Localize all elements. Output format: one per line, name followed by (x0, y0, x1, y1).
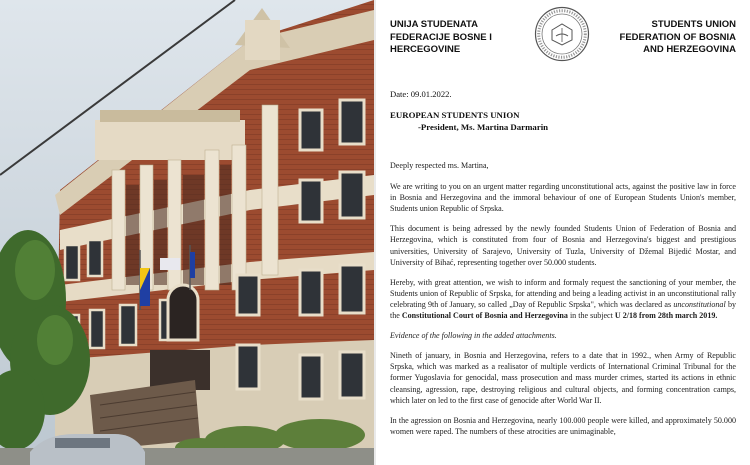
paragraph-3-text: Hereby, with great attention, we wish to inform and formaly request the sanctioning of your member, the Students union of Republic of Srpska, for attending and being a leading activist in an unconstitutional rally celebrating 9th of January, so called „Day of Republic Srpska", which was declared as (390, 277, 736, 309)
letterhead-right-line: STUDENTS UNION (651, 19, 736, 30)
paragraph-4: Nineth of january, in Bosnia and Herzegovina, refers to a date that in 1992., when Army of Republic Srpska, which was marked as a realisator of multiple verdicts of International Criminal Tribunal for the former Yugoslavia for genocidal, mass prosecution and mass murder crimes, started its actions in ethnic cleansing, agression, rape, destroying religious and cultural objects, and forming concentration camps, which later on led to the first case of genocide after World War II. (390, 351, 736, 405)
paragraph-1: We are writing to you on an urgent matter regarding unconstitutional acts, against the positive law in force in Bosnia and Herzegovina and the immoral behaviour of one of European Students Union's member, Students union Republic of Srpska. (390, 182, 736, 214)
union-seal-icon (534, 6, 590, 62)
court-case-reference: U 2/18 from 28th march 2019. (614, 311, 718, 321)
paragraph-2: This document is being adressed by the newly founded Students Union of Federation of Bosnia and Herzegovina, which is constituted from four of Bosnia and Herzegovina's biggest and prestigious universities, University of Sarajevo, University of Tuzla, University of Džemal Bijedić Mostar, and University of Bihać, representing together over 50.000 students. (390, 224, 736, 267)
paragraph-3 (390, 277, 736, 321)
paragraph-3-emphasis: unconstitutional (673, 299, 726, 309)
letter-date: Date: 09.01.2022. (390, 89, 452, 99)
letter-greeting: Deeply respected ms. Martina, (390, 161, 489, 170)
paragraph-3-text: by the (390, 299, 736, 321)
letter-recipient (390, 110, 548, 133)
letterhead-right-line: FEDERATION OF BOSNIA (619, 31, 736, 43)
letterhead-right (586, 19, 736, 57)
letterhead-left-line: UNIJA STUDENATA (390, 19, 478, 30)
recipient-name: -President, Ms. Martina Darmarin (418, 121, 549, 132)
letterhead-left-line: HERCEGOVINE (390, 44, 461, 55)
letterhead-left (390, 19, 530, 57)
paragraph-5: In the agression on Bosnia and Herzegovina, nearly 100.000 people were killed, and approximately 50.000 women were raped. The numbers of these atrocities are unimaginable, (390, 415, 736, 436)
recipient-org: EUROPEAN STUDENTS UNION (390, 110, 520, 120)
letterhead-left-line: FEDERACIJE BOSNE I (390, 31, 492, 43)
court-name: Constitutional Court of Bosnia and Herzegovina (401, 311, 568, 321)
paragraph-3-text: in the subject (567, 311, 615, 321)
letter-body (390, 160, 736, 446)
building-photo (0, 0, 374, 465)
letterhead-right-line: AND HERZEGOVINA (643, 44, 736, 55)
letter-document (376, 0, 750, 465)
evidence-note: Evidence of the following in the added attachments. (390, 331, 557, 341)
